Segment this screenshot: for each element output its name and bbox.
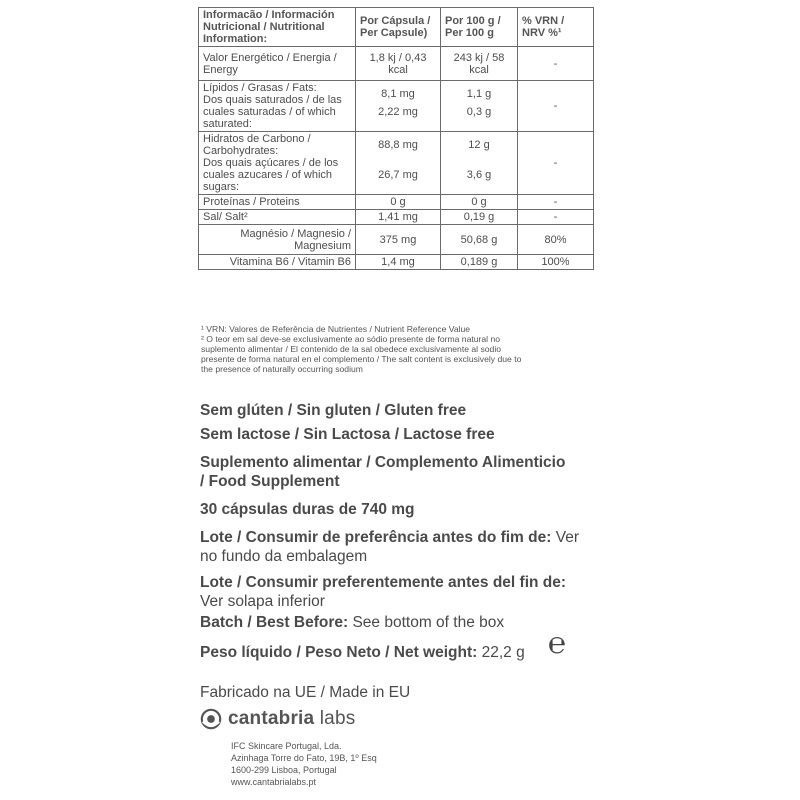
capsules-info: 30 cápsulas duras de 740 mg xyxy=(200,501,415,518)
batch-value: See bottom of the box xyxy=(348,614,505,631)
energy-per-100g: 243 kj / 58 kcal xyxy=(441,47,518,81)
address-city: 1600-299 Lisboa, Portugal xyxy=(231,765,337,775)
salt-per-capsule: 1,41 mg xyxy=(356,210,441,225)
protein-label: Proteínas / Proteins xyxy=(199,195,356,210)
salt-nrv: - xyxy=(518,210,594,225)
gluten-free-claim: Sem glúten / Sin gluten / Gluten free xyxy=(200,402,467,419)
footnotes xyxy=(201,324,601,374)
sugars-per-capsule: 26,7 mg xyxy=(378,169,418,181)
address-street: Azinhaga Torre do Fato, 19B, 1º Esq xyxy=(231,753,377,763)
sugars-per-100g: 3,6 g xyxy=(466,169,492,181)
footnote-salt-line1: ² O teor em sal deve-se exclusivamente ao sódio presente de forma natural no xyxy=(201,334,501,344)
table-row xyxy=(199,195,594,210)
carbs-per-capsule: 88,8 mg xyxy=(378,139,418,151)
header-nutritional-info: Informacão / Información Nutricional / Nutritional Information: xyxy=(199,8,356,47)
saturated-nrv: - xyxy=(518,81,594,132)
magnesium-per-capsule: 375 mg xyxy=(356,225,441,255)
footnote-salt-line2: suplemento alimentar / El contenido de la sal obedece exclusivamente al sodio xyxy=(201,344,502,354)
footnote-salt-line3: presente de forma natural en el complemento / The salt content is exclusively due to xyxy=(201,354,522,364)
address-website: www.cantabrialabs.pt xyxy=(231,777,317,787)
fat-per-100g-cell xyxy=(441,81,518,132)
fat-label: Lípidos / Grasas / Fats: xyxy=(203,82,317,94)
table-row xyxy=(199,81,594,132)
lote-pt-value: Ver xyxy=(551,529,579,546)
nutrition-table xyxy=(198,7,594,270)
protein-per-100g: 0 g xyxy=(441,195,518,210)
supplement-line1: Suplemento alimentar / Complemento Alimenticio xyxy=(200,454,566,471)
sugars-nrv: - xyxy=(518,132,594,195)
fat-per-capsule: 8,1 mg xyxy=(381,88,415,100)
brand-name xyxy=(228,708,355,730)
made-in-eu: Fabricado na UE / Made in EU xyxy=(200,684,411,701)
table-row xyxy=(199,132,594,195)
table-row xyxy=(199,255,594,270)
saturated-per-capsule: 2,22 mg xyxy=(378,106,418,118)
lote-es-label: Lote / Consumir preferentemente antes del fin de: xyxy=(200,574,567,591)
b6-per-100g: 0,189 g xyxy=(441,255,518,270)
footnote-salt-line4: the presence of naturally occurring sodium xyxy=(201,364,363,374)
salt-per-100g: 0,19 g xyxy=(441,210,518,225)
carbs-per-capsule-cell xyxy=(356,132,441,195)
brand-logo xyxy=(200,707,355,731)
protein-nrv: - xyxy=(518,195,594,210)
fat-cell xyxy=(199,81,356,132)
magnesium-label: Magnésio / Magnesio / Magnesium xyxy=(199,225,356,255)
b6-per-capsule: 1,4 mg xyxy=(356,255,441,270)
table-row xyxy=(199,210,594,225)
carbs-per-100g-cell xyxy=(441,132,518,195)
lactose-free-claim: Sem lactose / Sin Lactosa / Lactose free xyxy=(200,426,495,443)
lote-pt-line2: no fundo da embalagem xyxy=(200,548,368,565)
header-per-capsule: Por Cápsula / Per Capsule) xyxy=(356,8,441,47)
energy-nrv: - xyxy=(518,47,594,81)
estimated-sign-icon: ℮ xyxy=(548,626,567,661)
header-per-100g: Por 100 g / Per 100 g xyxy=(441,8,518,47)
carbs-per-100g: 12 g xyxy=(468,139,490,151)
brand-name-light: labs xyxy=(314,708,356,729)
lote-pt xyxy=(200,528,620,547)
carbs-cell xyxy=(199,132,356,195)
magnesium-nrv: 80% xyxy=(518,225,594,255)
saturated-per-100g: 0,3 g xyxy=(466,106,492,118)
b6-nrv: 100% xyxy=(518,255,594,270)
b6-label: Vitamina B6 / Vitamin B6 xyxy=(199,255,356,270)
company-address xyxy=(231,740,377,788)
supplement-line2: / Food Supplement xyxy=(200,473,340,490)
lote-es-value: Ver solapa inferior xyxy=(200,593,325,610)
table-header-row xyxy=(199,8,594,47)
energy-label: Valor Energético / Energia / Energy xyxy=(199,47,356,81)
energy-per-capsule: 1,8 kj / 0,43 kcal xyxy=(356,47,441,81)
footnote-nrv: ¹ VRN: Valores de Referência de Nutrientes / Nutrient Reference Value xyxy=(201,324,471,334)
lote-pt-label: Lote / Consumir de preferência antes do fim de: xyxy=(200,529,552,546)
magnesium-per-100g: 50,68 g xyxy=(441,225,518,255)
table-row xyxy=(199,225,594,255)
brand-name-bold: cantabria xyxy=(228,708,315,729)
table-row xyxy=(199,47,594,81)
sugars-label: Dos quais açúcares / de los cuales azucares / of which sugars: xyxy=(203,157,339,193)
net-weight-label: Peso líquido / Peso Neto / Net weight: xyxy=(200,644,478,661)
fat-per-capsule-cell xyxy=(356,81,441,132)
address-company: IFC Skincare Portugal, Lda. xyxy=(231,741,342,751)
fat-per-100g: 1,1 g xyxy=(466,88,492,100)
net-weight-value: 22,2 g xyxy=(477,644,525,661)
protein-per-capsule: 0 g xyxy=(356,195,441,210)
header-nrv: % VRN / NRV %¹ xyxy=(518,8,594,47)
carbs-label: Hidratos de Carbono / Carbohydrates: xyxy=(203,133,311,157)
cantabria-logo-icon xyxy=(200,708,222,730)
batch-label: Batch / Best Before: xyxy=(200,614,349,631)
saturated-label: Dos quais saturados / de las cuales saturadas / of which saturated: xyxy=(203,94,342,130)
salt-label: Sal/ Salt² xyxy=(199,210,356,225)
